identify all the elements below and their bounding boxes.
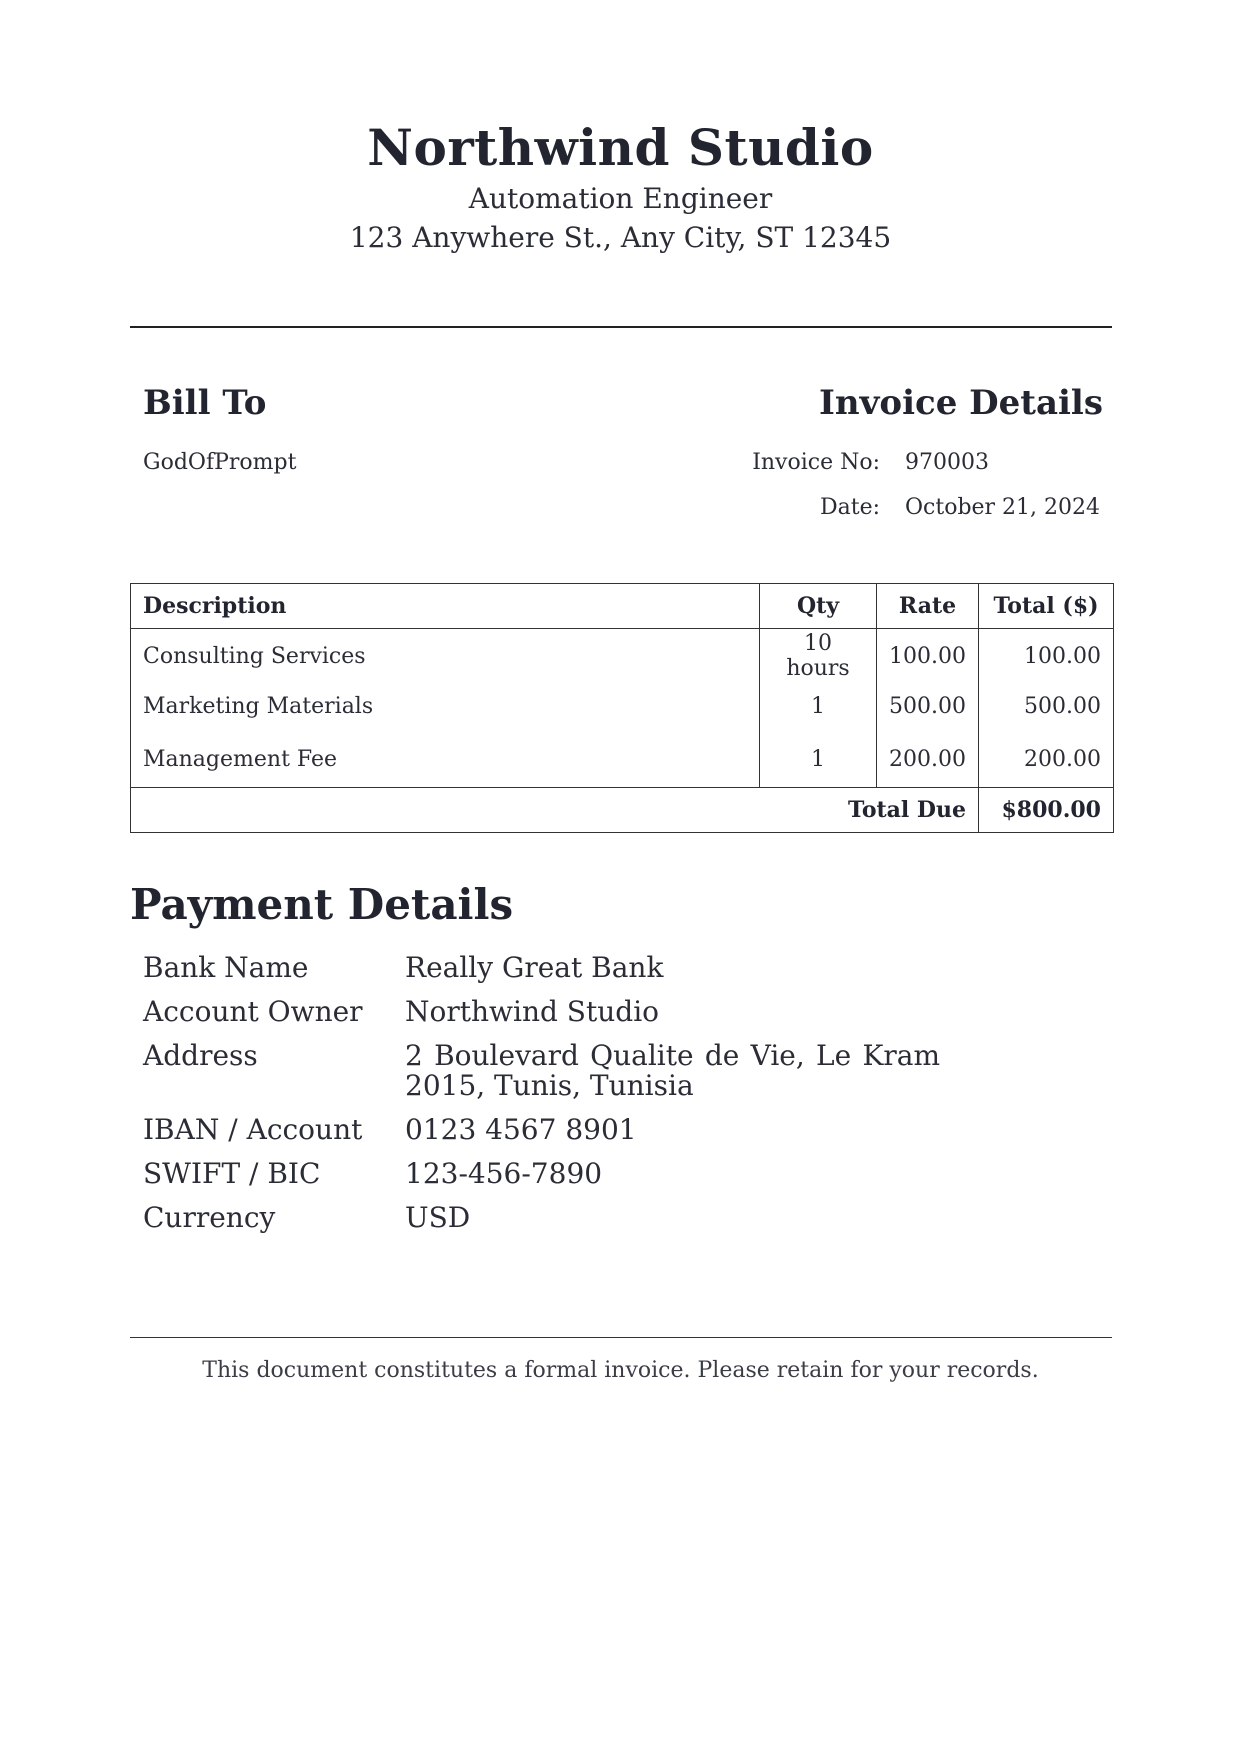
item-description: Consulting Services [131,629,760,682]
item-total: 100.00 [979,629,1114,682]
invoice-date-label: Date: [819,495,880,520]
company-address: 123 Anywhere St., Any City, ST 12345 [349,221,892,254]
payment-value: 0123 4567 8901 [405,1113,637,1146]
item-description: Marketing Materials [131,681,760,731]
table-row [131,629,1114,682]
payment-row [143,953,940,997]
table-row [131,731,1114,788]
payment-value: USD [405,1201,471,1234]
payment-label: Currency [143,1201,276,1234]
payment-value: Northwind Studio [405,995,660,1028]
payment-details-table [143,953,940,1247]
item-qty: 10 hours [760,629,877,682]
payment-label: IBAN / Account [143,1113,363,1146]
column-header-total: Total ($) [979,584,1114,629]
item-total: 200.00 [979,731,1114,788]
payment-details-heading: Payment Details [130,880,514,929]
total-due-label: Total Due [131,788,979,833]
item-rate: 100.00 [877,629,979,682]
payment-label: SWIFT / BIC [143,1157,321,1190]
company-name: Northwind Studio [367,118,874,177]
item-description: Management Fee [131,731,760,788]
payment-label: Account Owner [143,995,363,1028]
company-role: Automation Engineer [468,182,773,215]
footer-note: This document constitutes a formal invoice. Please retain for your records. [202,1358,1039,1383]
bill-to-heading: Bill To [143,383,267,423]
payment-label: Bank Name [143,951,309,984]
payment-value: Really Great Bank [405,951,664,984]
column-header-rate: Rate [877,584,979,629]
invoice-number-value: 970003 [905,450,989,475]
payment-row [143,1203,940,1247]
payment-value: 2 Boulevard Qualite de Vie, Le Kram 2015, Tunis, Tunisia [405,1039,940,1102]
item-qty: 1 [760,731,877,788]
payment-label: Address [143,1039,258,1072]
bill-to-name: GodOfPrompt [143,450,297,475]
invoice-date-value: October 21, 2024 [905,495,1101,520]
payment-row [143,1041,940,1115]
table-header-row [131,584,1114,629]
invoice-number-label: Invoice No: [752,450,880,475]
header-divider [130,326,1112,328]
payment-row [143,997,940,1041]
payment-row [143,1159,940,1203]
item-rate: 200.00 [877,731,979,788]
total-due-row [131,788,1114,833]
payment-row [143,1115,940,1159]
payment-value: 123-456-7890 [405,1157,603,1190]
total-due-value: $800.00 [979,788,1114,833]
item-qty: 1 [760,681,877,731]
footer-divider [130,1337,1112,1338]
column-header-description: Description [131,584,760,629]
line-items-table [130,583,1114,833]
column-header-qty: Qty [760,584,877,629]
invoice-details-heading: Invoice Details [819,383,1103,423]
item-total: 500.00 [979,681,1114,731]
item-rate: 500.00 [877,681,979,731]
table-row [131,681,1114,731]
